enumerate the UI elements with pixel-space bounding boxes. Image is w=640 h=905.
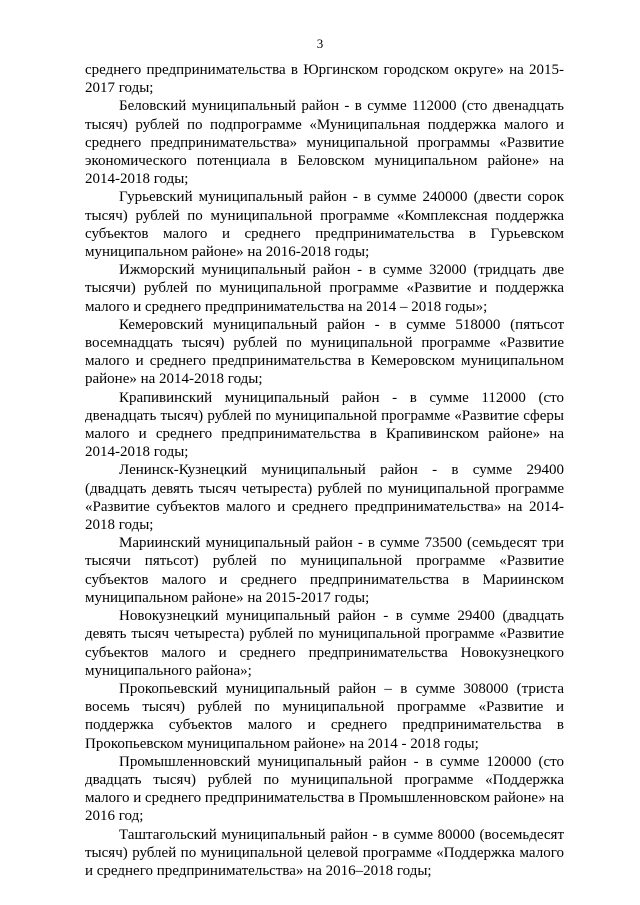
paragraph-leninsk-kuznetsky: Ленинск-Кузнецкий муниципальный район - в сумме 29400 (двадцать девять тысяч четыреста) рублей по муниципальной программе «Развитие субъектов малого и среднего предпринимательства» на 2014-2018 годы; [85, 462, 564, 534]
paragraph-krapivinsky: Крапивинский муниципальный район - в сумме 112000 (сто двенадцать тысяч) рублей по муниципальной программе «Развитие сферы малого и среднего предпринимательства в Крапивинском районе» на 2014-2018 годы; [85, 389, 564, 461]
paragraph-novokuznetsky: Новокузнецкий муниципальный район - в сумме 29400 (двадцать девять тысяч четыреста) рублей по муниципальной программе «Развитие субъектов малого и среднего предпринимательства Новокузнецкого муниципального района»; [85, 608, 564, 679]
paragraph-belovsky: Беловский муниципальный район - в сумме 112000 (сто двенадцать тысяч) рублей по подпрограмме «Муниципальная поддержка малого и среднего предпринимательства» муниципальной программы «Развитие экономического потенциала в Беловском муниципальном районе» на 2014-2018 годы; [85, 98, 564, 188]
paragraph-izhmorsky: Ижморский муниципальный район - в сумме 32000 (тридцать две тысячи) рублей по муниципальной программе «Развитие и поддержка малого и среднего предпринимательства на 2014 – 2018 годы»; [85, 262, 564, 315]
paragraph-promyshlennovsky: Промышленновский муниципальный район - в сумме 120000 (сто двадцать тысяч) рублей по муниципальной программе «Поддержка малого и среднего предпринимательства в Промышленновском районе» на 2016 год; [85, 753, 565, 825]
paragraph-prokopyevsky: Прокопьевский муниципальный район – в сумме 308000 (триста восемь тысяч) рублей по муниципальной программе «Развитие и поддержка субъектов малого и среднего предпринимательства в Прокопьевском муниципальном районе» на 2014 - 2018 годы; [85, 680, 564, 752]
paragraph-tashtagolsky: Таштагольский муниципальный район - в сумме 80000 (восемьдесят тысяч) рублей по муниципальной целевой программе «Поддержка малого и среднего предпринимательства» на 2016–2018 годы; [85, 826, 564, 879]
document-body [85, 61, 564, 880]
paragraph-guryevsky: Гурьевский муниципальный район - в сумме 240000 (двести сорок тысяч) рублей по муниципальной программе «Комплексная поддержка субъектов малого и среднего предпринимательства в Гурьевском муниципальном районе» на 2016-2018 годы; [85, 189, 564, 261]
page-number: 3 [316, 36, 324, 51]
paragraph-continuation: среднего предпринимательства в Юргинском городском округе» на 2015-2017 годы; [85, 62, 564, 97]
paragraph-mariinsky: Мариинский муниципальный район - в сумме 73500 (семьдесят три тысячи пятьсот) рублей по муниципальной программе «Развитие субъектов малого и среднего предпринимательства в Мариинском муниципальном районе» на 2015-2017 годы; [85, 535, 564, 606]
paragraph-kemerovsky: Кемеровский муниципальный район - в сумме 518000 (пятьсот восемнадцать тысяч) рублей по муниципальной программе «Развитие малого и среднего предпринимательства в Кемеровском муниципальном районе» на 2014-2018 годы; [85, 316, 564, 388]
